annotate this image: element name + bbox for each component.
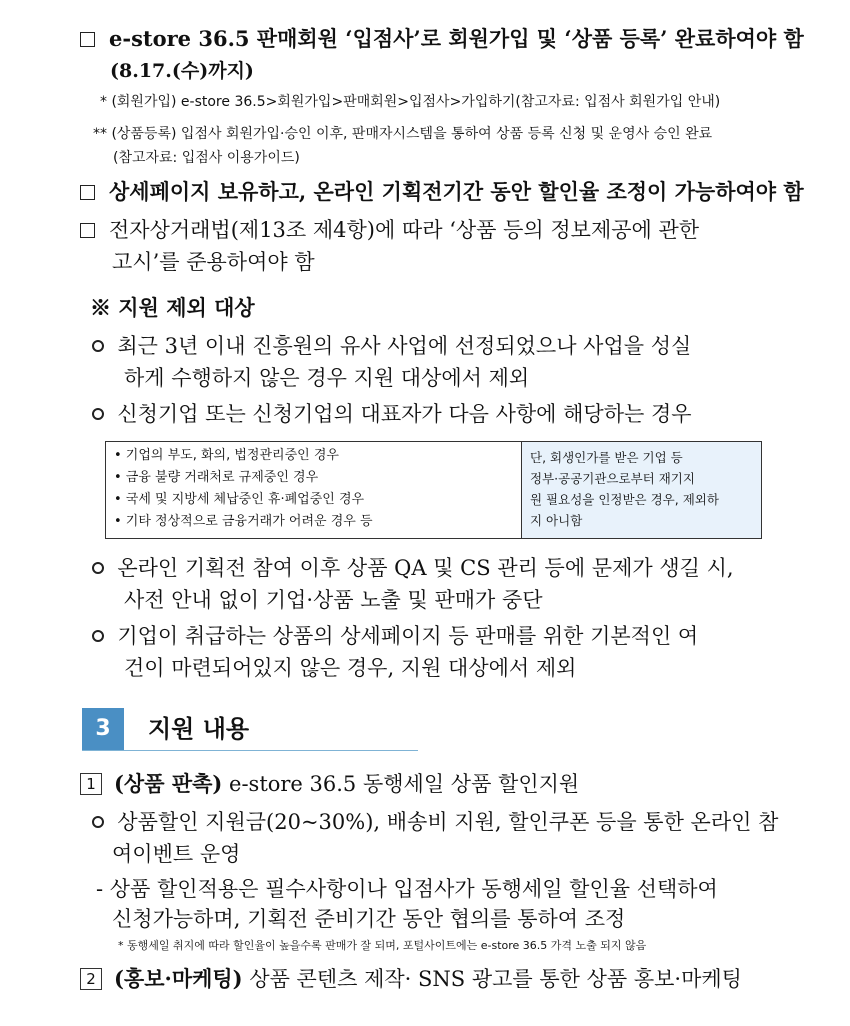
req1-note1: * (회원가입) e-store 36.5>회원가입>판매회원>입점사>가입하기(참고자료: 입점사 회원가입 안내): [100, 94, 721, 110]
support1-text: e-store 36.5 동행세일 상품 할인지원: [229, 772, 580, 796]
support1-dash1b: 신청가능하며, 기획전 준비기간 동안 협의를 통하여 조정: [112, 907, 626, 931]
checkbox-icon: [80, 32, 95, 47]
exception-line: 원 필요성을 인정받은 경우, 제외하: [530, 492, 719, 507]
condition-row: • 금융 불량 거래처로 규제중인 경우: [114, 470, 319, 485]
support2-line: [80, 964, 742, 994]
circle-bullet-icon: [92, 340, 104, 352]
exception-line: 단, 회생인가를 받은 기업 등: [530, 450, 683, 465]
checkbox-icon: [80, 185, 95, 200]
checkbox-icon: [80, 223, 95, 238]
exclusion-item2: 신청기업 또는 신청기업의 대표자가 다음 사항에 해당하는 경우: [92, 399, 692, 429]
support2-text: 상품 콘텐츠 제작· SNS 광고를 통한 상품 홍보·마케팅: [249, 967, 742, 991]
support1-head: (상품 판촉): [114, 771, 223, 796]
exclusion-item1b: 하게 수행하지 않은 경우 지원 대상에서 제외: [124, 366, 530, 390]
circle-bullet-icon: [92, 408, 104, 420]
circle-bullet-icon: [92, 562, 104, 574]
exclusion-item3a: 온라인 기획전 참여 이후 상품 QA 및 CS 관리 등에 문제가 생길 시,: [92, 553, 734, 583]
condition-row: • 국세 및 지방세 체납중인 휴·폐업중인 경우: [114, 492, 365, 507]
req3-line2: 고시’를 준용하여야 함: [112, 250, 315, 274]
exclusion-table-exception: [522, 442, 761, 538]
support1-line: [80, 769, 579, 799]
support1-footnote: * 동행세일 취지에 따라 할인율이 높을수록 판매가 잘 되며, 포털사이트에는 e-store 36.5 가격 노출 되지 않음: [118, 939, 647, 952]
circle-bullet-icon: [92, 630, 104, 642]
circle-bullet-icon: [92, 816, 104, 828]
exclusion-item3b: 사전 안내 없이 기업·상품 노출 및 판매가 중단: [124, 588, 543, 612]
section-number: 3: [82, 708, 124, 750]
support2-head: (홍보·마케팅): [114, 966, 243, 991]
section-title: 지원 내용: [148, 715, 250, 743]
support1-sub1b: 여이벤트 운영: [112, 842, 241, 866]
exclusion-item1a: 최근 3년 이내 진흥원의 유사 사업에 선정되었으나 사업을 성실: [92, 331, 691, 361]
exclusion-table-conditions: [106, 442, 522, 538]
exclusion-item4a: 기업이 취급하는 상품의 상세페이지 등 판매를 위한 기본적인 여: [92, 621, 698, 651]
req1-line2: (8.17.(수)까지): [110, 60, 254, 82]
req2-line: 상세페이지 보유하고, 온라인 기획전기간 동안 할인율 조정이 가능하여야 함: [80, 177, 804, 207]
req3-line1: 전자상거래법(제13조 제4항)에 따라 ‘상품 등의 정보제공에 관한: [80, 215, 699, 245]
exclusion-table: [105, 441, 762, 539]
req1-line1: e-store 36.5 판매회원 ‘입점사’로 회원가입 및 ‘상품 등록’ 완료하여야 함: [80, 24, 804, 54]
req1-note2b: (참고자료: 입점사 이용가이드): [113, 150, 300, 166]
exception-line: 정부·공공기관으로부터 재기지: [530, 471, 695, 486]
req1-note2a: ** (상품등록) 입점사 회원가입·승인 이후, 판매자시스템을 통하여 상품 등록 신청 및 운영사 승인 완료: [93, 126, 713, 142]
exclusion-item4b: 건이 마련되어있지 않은 경우, 지원 대상에서 제외: [124, 656, 577, 680]
condition-row: • 기업의 부도, 화의, 법정관리중인 경우: [114, 448, 339, 463]
number-box-icon: 1: [80, 773, 102, 795]
support1-dash1a: - 상품 할인적용은 필수사항이나 입점사가 동행세일 할인율 선택하여: [96, 877, 718, 901]
support1-sub1a: 상품할인 지원금(20~30%), 배송비 지원, 할인쿠폰 등을 통한 온라인 참: [92, 807, 778, 837]
condition-row: • 기타 정상적으로 금융거래가 어려운 경우 등: [114, 514, 373, 529]
exception-line: 지 아니함: [530, 513, 583, 528]
number-box-icon: 2: [80, 968, 102, 990]
exclusion-title: ※ 지원 제외 대상: [90, 295, 255, 320]
section-header: [82, 708, 418, 751]
